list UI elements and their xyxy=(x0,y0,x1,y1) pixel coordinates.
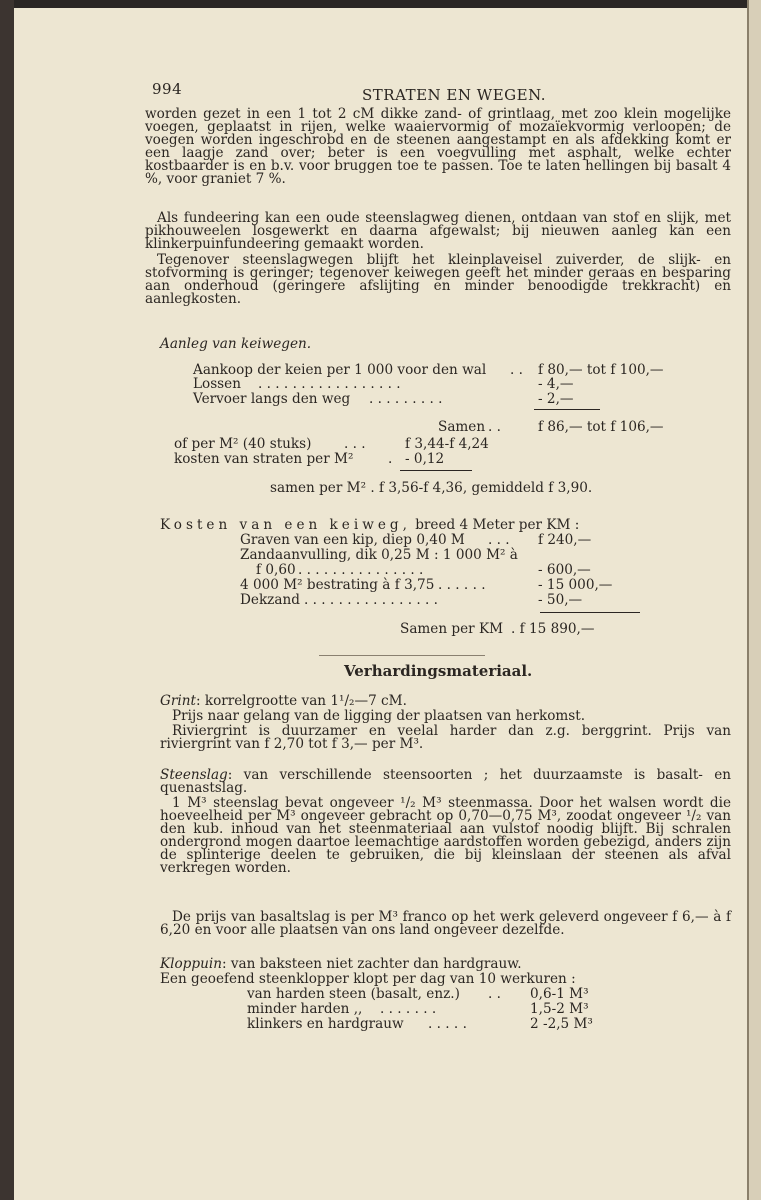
aanleg-samen-label: Samen xyxy=(438,419,486,435)
basalt-paragraph: De prijs van basaltslag is per M³ franco op het werk geleverd ongeveer f 6,— à f 6,20 en voor alle plaatsen van ons land ongeveer dezelfde. xyxy=(160,909,731,938)
per-m2-amount: - 0,12 xyxy=(405,451,445,467)
kosten-samen-amount: . f 15 890,— xyxy=(511,621,595,637)
kosten-heading-rest: breed 4 Meter per KM : xyxy=(415,517,580,533)
kosten-heading xyxy=(160,519,579,532)
book-page xyxy=(14,8,747,1200)
section-divider xyxy=(319,655,485,656)
book-spine xyxy=(0,0,14,1200)
aanleg-row-label: Aankoop der keien per 1 000 voor den wal xyxy=(193,362,487,378)
klopper-row-label: klinkers en hardgrauw xyxy=(247,1016,404,1032)
klopper-row-dots: . . . . . . . xyxy=(380,1001,437,1017)
kosten-row-label: 4 000 M² bestrating à f 3,75 xyxy=(240,577,435,593)
adjacent-page-edge xyxy=(747,0,761,1200)
steenslag-label: Steenslag xyxy=(160,767,228,783)
kloppuin-line xyxy=(160,958,522,971)
klopper-row-label: minder harden ,, xyxy=(247,1001,363,1017)
grint-label: Grint xyxy=(160,693,196,709)
aanleg-row-dots: . . xyxy=(510,362,523,378)
per-m2-amount: f 3,44-f 4,24 xyxy=(405,436,489,452)
kloppuin-label: Kloppuin xyxy=(160,956,222,972)
grint-text: : korrelgrootte van 1¹/₂—7 cM. xyxy=(195,693,407,709)
steenslag-paragraph: 1 M³ steenslag bevat ongeveer ¹/₂ M³ steenmassa. Door het walsen wordt die hoeveelheid per M³ ongeveer gebracht op 0,70—0,75 M³, zoodat ongeveer ¹/₂ van den kub. inhoud van het steenmateriaal aan vulstof noodig blijft. Bij schralen ondergrond mogen daartoe leemachtige aardstoffen worden gebezigd, anders zijn de splinterige deelen te gebruiken, die bij kleinslaan der steenen als afval verkregen worden. xyxy=(160,795,731,876)
klopper-row-dots: . . xyxy=(488,986,501,1002)
aanleg-row-amount: - 2,— xyxy=(538,391,574,407)
grint-line xyxy=(160,695,407,708)
kosten-row-amount: - 50,— xyxy=(538,592,583,608)
verharding-title: Verhardingsmateriaal. xyxy=(344,662,533,680)
kosten-row-amount: f 240,— xyxy=(538,532,592,548)
per-m2-dots: . xyxy=(388,451,393,467)
kosten-row-label: f 0,60 xyxy=(256,562,296,578)
intro-paragraph-3: Tegenover steenslagwegen blijft het kleinplaveisel zuiverder, de slijk- en stofvorming is geringer; tegenover keiwegen geeft het minder geraas en besparing aan onderhoud (geringere afslijting en minder benoodigde trekkracht) en aanlegkosten. xyxy=(145,252,731,307)
kosten-row-amount: - 600,— xyxy=(538,562,591,578)
grint-paragraph-2: Riviergrint is duurzamer en veelal harder dan z.g. berggrint. Prijs van riviergrint van f 2,70 tot f 3,— per M³. xyxy=(160,723,731,752)
klopper-intro: Een geoefend steenklopper klopt per dag van 10 werkuren : xyxy=(160,971,576,987)
aanleg-samen-dots: . . xyxy=(488,419,501,435)
kosten-row-dots: . . . . . . xyxy=(438,577,486,593)
aanleg-samen-amount: f 86,— tot f 106,— xyxy=(538,419,664,435)
klopper-row-label: van harden steen (basalt, enz.) xyxy=(247,986,460,1002)
steenslag-text: : van verschillende steensoorten ; het duurzaamste is basalt- en quenastslag. xyxy=(160,767,731,796)
kosten-row-label: Graven van een kip, diep 0,40 M xyxy=(240,532,465,548)
kosten-row-dots: . . . xyxy=(488,532,510,548)
kosten-row-label: Zandaanvulling, dik 0,25 M : 1 000 M² à xyxy=(240,547,518,563)
page-number: 994 xyxy=(152,80,183,98)
page-title: STRATEN EN WEGEN. xyxy=(362,86,547,104)
intro-paragraph-1: worden gezet in een 1 tot 2 cM dikke zand- of grintlaag, met zoo klein mogelijke voegen, geplaatst in rijen, welke waaiervormig of mozaïekvormig verloopen; de voegen worden ingeschrobd en de steenen aangestampt en als afdekking komt er een laagje zand over; beter is een voegvulling met asphalt, welke echter kostbaarder is en b.v. voor bruggen toe te passen. Toe te laten hellingen bij basalt 4 %, voor graniet 7 %. xyxy=(145,106,731,187)
kosten-row-label: Dekzand xyxy=(240,592,300,608)
aanleg-row-dots: . . . . . . . . . xyxy=(369,391,443,407)
per-m2-label: kosten van straten per M² xyxy=(174,451,354,467)
klopper-row-dots: . . . . . xyxy=(428,1016,467,1032)
klopper-row-amount: 2 -2,5 M³ xyxy=(530,1016,593,1032)
aanleg-row-amount: - 4,— xyxy=(538,376,574,392)
intro-paragraph-2: Als fundeering kan een oude steenslagweg dienen, ontdaan van stof en slijk, met pikhouweelen losgewerkt en daarna afgewalst; bij nieuwen aanleg kan een klinkerpuinfundeering gemaakt worden. xyxy=(145,210,731,252)
aanleg-heading: Aanleg van keiwegen. xyxy=(160,336,312,352)
aanleg-total: samen per M² . f 3,56-f 4,36, gemiddeld f 3,90. xyxy=(270,480,593,496)
kosten-heading-spaced: Kosten van een keiweg, xyxy=(160,517,411,533)
kosten-samen-label: Samen per KM xyxy=(400,621,504,637)
aanleg-row-dots: . . . . . . . . . . . . . . . . . xyxy=(258,376,401,392)
steenslag-line xyxy=(160,769,731,795)
aanleg-row-label: Lossen xyxy=(193,376,241,392)
klopper-row-amount: 1,5-2 M³ xyxy=(530,1001,589,1017)
per-m2-label: of per M² (40 stuks) xyxy=(174,436,312,452)
aanleg-row-label: Vervoer langs den weg xyxy=(193,391,351,407)
per-m2-dots: . . . xyxy=(344,436,366,452)
kloppuin-text: : van baksteen niet zachter dan hardgrauw. xyxy=(221,956,522,972)
sum-rule xyxy=(400,470,472,471)
kosten-row-dots: . . . . . . . . . . . . . . . . xyxy=(304,592,438,608)
aanleg-row-amount: f 80,— tot f 100,— xyxy=(538,362,664,378)
sum-rule xyxy=(540,612,640,613)
kosten-row-amount: - 15 000,— xyxy=(538,577,613,593)
grint-paragraph-1: Prijs naar gelang van de ligging der plaatsen van herkomst. xyxy=(172,708,586,724)
kosten-row-dots: . . . . . . . . . . . . . . . xyxy=(298,562,424,578)
klopper-row-amount: 0,6-1 M³ xyxy=(530,986,589,1002)
sum-rule xyxy=(534,409,600,410)
